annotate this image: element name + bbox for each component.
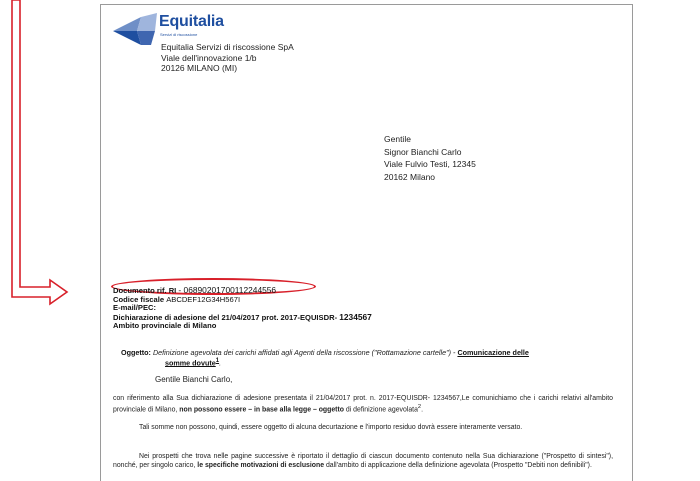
provincial-scope: Ambito provinciale di Milano — [113, 321, 217, 331]
fiscal-code: Codice fiscale ABCDEF12G34H567I — [113, 294, 241, 304]
paragraph-3: Nei prospetti che trova nelle pagine successive è riportato il dettaglio di ciascun documento contenuto nella Sua dichiarazione ("Prospetto di sintesi"), nonché, per singolo carico, le specifiche motivazioni di esclusione dall'ambito di applicazione della definizione agevolata (Prospetto "Debiti non definibili"). — [113, 453, 613, 469]
recipient-salutation: Gentile — [384, 134, 411, 144]
sender-name: Equitalia Servizi di riscossione SpA — [161, 42, 294, 52]
declaration-reference: Dichiarazione di adesione del 21/04/2017 prot. 2017-EQUISDR- 1234567 — [113, 311, 372, 322]
paragraph-2: Tali somme non possono, quindi, essere oggetto di alcuna decurtazione e l'importo residuo dovrà essere interamente versato. — [139, 424, 523, 431]
recipient-name: Signor Bianchi Carlo — [384, 146, 462, 157]
greeting: Gentile Bianchi Carlo, — [155, 375, 233, 384]
document-reference: Documento rif. RI - 06890201700112244556 — [113, 285, 277, 295]
equitalia-logo-icon — [111, 11, 159, 47]
recipient-address — [384, 133, 476, 183]
brand-tagline: Servizi di riscossione — [160, 32, 198, 37]
sender-street: Viale dell'innovazione 1/b — [161, 52, 257, 63]
reference-block — [113, 286, 372, 331]
subject-line: Oggetto: Definizione agevolata dei carichi affidati agli Agenti della riscossione ("Rottamazione cartelle") - Comunicazione delle somme dovute$^1$. — [121, 348, 529, 368]
email-pec: E-mail/PEC: — [113, 303, 157, 313]
recipient-street: Viale Fulvio Testi, 12345 — [384, 159, 476, 169]
sender-city: 20126 MILANO (MI) — [161, 63, 238, 73]
sender-address — [161, 42, 294, 74]
paragraph-1: con riferimento alla Sua dichiarazione di adesione presentata il 21/04/2017 prot. n. 2017-EQUISDR- 1234567,Le comunichiamo che i carichi relativi all'ambito provinciale di Milano, non possono essere – in base alla legge – oggetto di definizione agevolata$^2$. — [113, 395, 613, 414]
annotation-arrow — [0, 0, 100, 320]
letter-page — [100, 4, 633, 481]
recipient-city: 20162 Milano — [384, 171, 436, 182]
brand-name: Equitalia — [159, 13, 224, 30]
